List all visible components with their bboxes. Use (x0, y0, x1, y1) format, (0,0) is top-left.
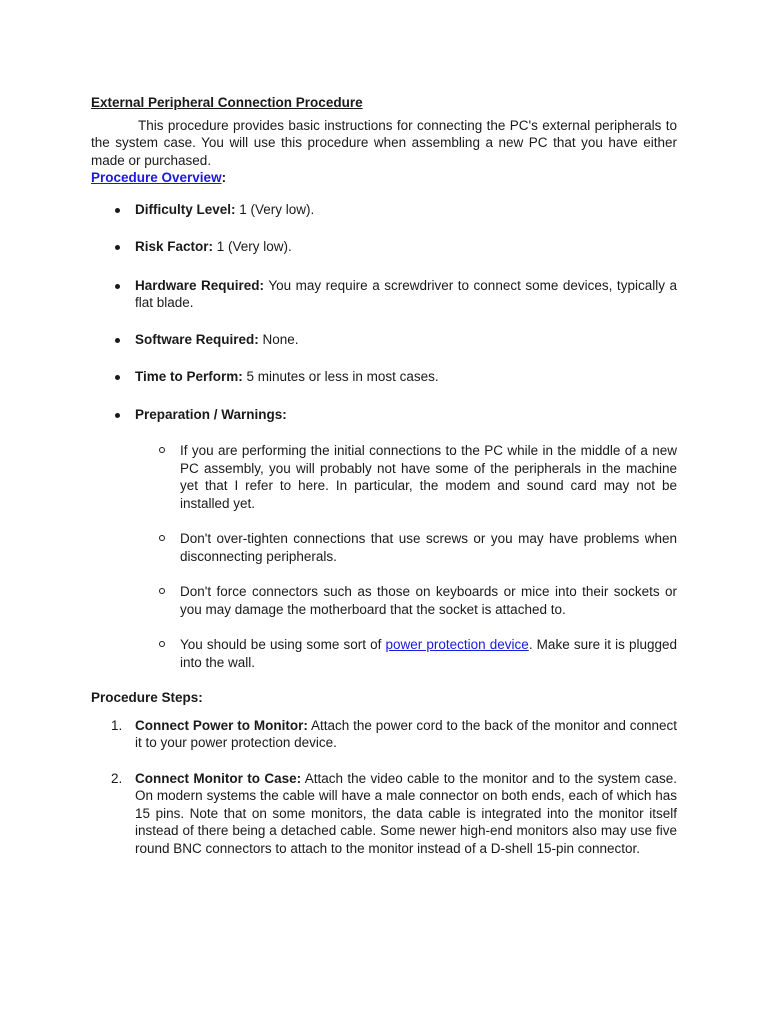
bullet-text: You may require a screwdriver to connect some devices, typically a flat blade. (135, 277, 677, 310)
warning-text-after: . Make sure it is plugged into the wall. (180, 637, 677, 670)
bullet-icon (115, 375, 120, 380)
step-text: Attach the video cable to the monitor and to the system case. On modern systems the cable will have a male connector on both ends, each of which has 15 pins. Note that on some monitors, the data cable is integrated into the monitor itself instead of there being a detached cable. Some newer high-end monitors also may use five round BNC connectors to attach to the monitor instead of a D-shell 15-pin connector. (135, 770, 677, 856)
procedure-overview-heading (91, 169, 677, 187)
list-item (91, 583, 677, 618)
bullet-text: None. (258, 331, 299, 347)
power-protection-device-link[interactable]: power protection device (385, 637, 529, 652)
warning-text: If you are performing the initial connections to the PC while in the middle of a new PC assembly, you will probably not have some of the peripherals in the machine yet that I refer to here. In particular, the modem and sound card may not be installed yet. (180, 443, 677, 511)
step-text: Attach the power cord to the back of the monitor and connect it to your power protection device. (135, 717, 677, 750)
circle-bullet-icon (159, 447, 165, 453)
list-item (91, 238, 677, 256)
procedure-overview-colon: : (221, 170, 227, 185)
step-label: Connect Power to Monitor: (135, 717, 308, 733)
bullet-text: 1 (Very low). (213, 239, 292, 254)
warnings-list (91, 442, 677, 671)
bullet-text: 5 minutes or less in most cases. (242, 369, 439, 384)
bullet-label: Risk Factor: (135, 239, 214, 254)
intro-paragraph: This procedure provides basic instructions for connecting the PC's external peripherals to the system case. You will use this procedure when assembling a new PC that you have either made or purchased. (91, 117, 677, 168)
bullet-icon (115, 208, 120, 213)
warning-text: Don't force connectors such as those on keyboards or mice into their sockets or you may damage the motherboard that the socket is attached to. (180, 584, 677, 617)
list-item (91, 201, 677, 219)
bullet-label: Time to Perform: (135, 369, 243, 384)
list-item (91, 277, 677, 312)
bullet-icon (115, 245, 120, 250)
list-item (91, 406, 677, 424)
bullet-icon (115, 284, 120, 289)
bullet-label: Hardware Required: (135, 277, 265, 293)
list-item (91, 770, 677, 858)
warning-text: Don't over-tighten connections that use screws or you may have problems when disconnecting peripherals. (180, 531, 677, 564)
list-item (91, 442, 677, 512)
bullet-label: Difficulty Level: (135, 201, 236, 217)
list-item (91, 717, 677, 752)
circle-bullet-icon (159, 641, 165, 647)
circle-bullet-icon (159, 535, 165, 541)
list-item (91, 530, 677, 565)
step-number: 2. (111, 770, 123, 786)
document-body (91, 94, 677, 857)
bullet-label: Preparation / Warnings: (135, 406, 287, 422)
list-item (91, 636, 677, 671)
step-label: Connect Monitor to Case: (135, 770, 302, 786)
procedure-overview-link[interactable]: Procedure Overview (91, 170, 222, 185)
steps-list (91, 717, 677, 858)
list-item (91, 368, 677, 386)
list-item (91, 331, 677, 349)
bullet-label: Software Required: (135, 331, 259, 347)
bullet-icon (115, 413, 120, 418)
bullet-text: 1 (Very low). (235, 201, 315, 217)
procedure-steps-heading: Procedure Steps: (91, 690, 203, 705)
step-number: 1. (111, 717, 123, 733)
circle-bullet-icon (159, 588, 165, 594)
bullet-icon (115, 338, 120, 343)
warning-text-before: You should be using some sort of (180, 637, 386, 652)
document-title: External Peripheral Connection Procedure (91, 95, 363, 110)
overview-list (91, 201, 677, 424)
